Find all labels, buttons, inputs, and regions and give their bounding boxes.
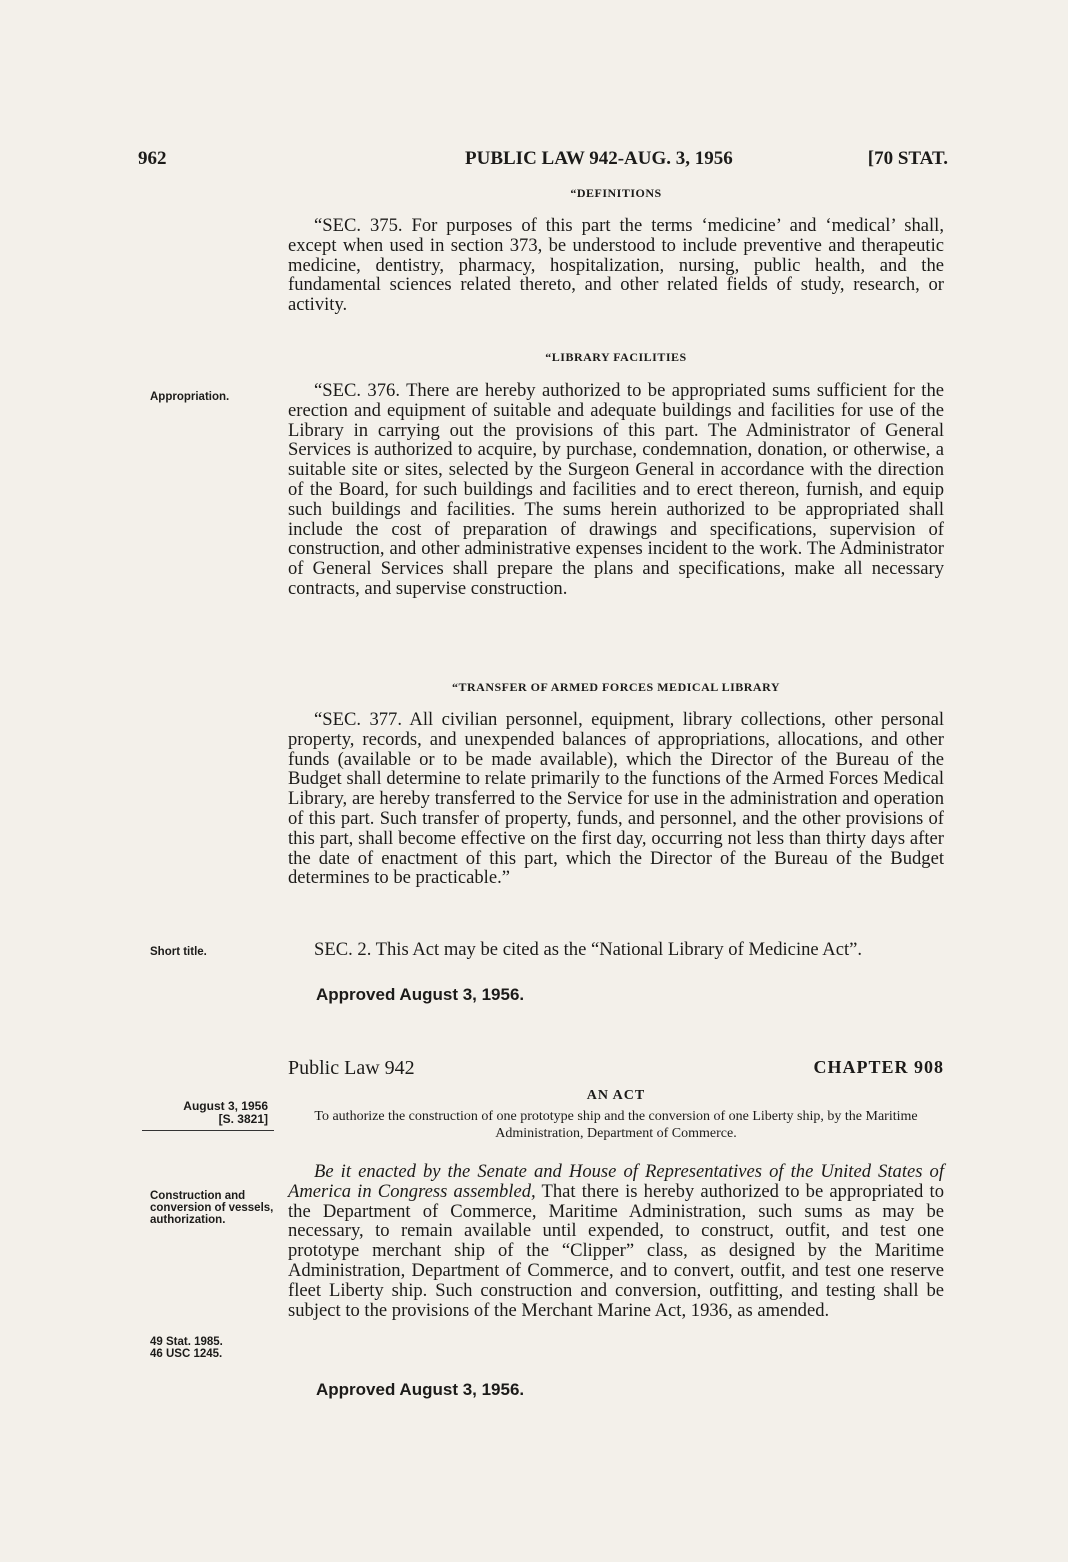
margin-rule <box>142 1130 274 1131</box>
section-377-text: “SEC. 377. All civilian personnel, equipment, library collections, other personal property, records, and unexpended balances of appropriations, allocations, and other funds (available or to be made available), which the Director of the Bureau of the Budget shall determine to relate primarily to the functions of the Armed Forces Medical Library, are hereby transferred to the Service for use in the administration and operation of this part. Such transfer of property, funds, and personnel, and the other provisions of this part, shall become effective on the first day, occurring not less than thirty days after the date of enactment of this part, which the Director of the Bureau of the Budget determines to be practicable.” <box>288 709 944 889</box>
volume-reference: [70 STAT. <box>867 148 948 169</box>
citation-stat: 49 Stat. 1985. <box>150 1336 223 1348</box>
public-law-number: Public Law 942 <box>288 1057 415 1079</box>
date-block <box>150 1100 268 1126</box>
date-line: August 3, 1956 <box>183 1099 268 1113</box>
section-376 <box>288 381 944 599</box>
section-375-text: “SEC. 375. For purposes of this part the terms ‘medicine’ and ‘medical’ shall, except when used in section 373, be understood to include preventive and therapeutic medicine, dentistry, pharmacy, hospitalization, nursing, public health, and the fundamental sciences related thereto, and other related fields of study, research, or activity. <box>288 215 944 316</box>
margin-short-title: Short title. <box>150 946 207 958</box>
page-header <box>138 148 948 178</box>
margin-construction: Construction and conversion of vessels, authorization. <box>150 1190 274 1226</box>
public-law-line <box>288 1057 944 1083</box>
enacting-paragraph <box>288 1162 944 1320</box>
section-377 <box>288 710 944 888</box>
enacting-clause <box>288 1162 944 1320</box>
enacting-italic: Be it enacted by the Senate and House of Representatives of the United States of America in Congress assembled, <box>288 1161 944 1202</box>
bill-number: [S. 3821] <box>218 1112 268 1126</box>
transfer-heading: “TRANSFER OF ARMED FORCES MEDICAL LIBRARY <box>452 680 780 694</box>
section-2 <box>288 940 944 960</box>
margin-citations <box>150 1336 276 1360</box>
approved-date-1: Approved August 3, 1956. <box>316 985 525 1004</box>
definitions-heading: “DEFINITIONS <box>570 186 662 200</box>
citation-usc: 46 USC 1245. <box>150 1348 223 1360</box>
approved-date-2: Approved August 3, 1956. <box>316 1380 525 1399</box>
running-title: PUBLIC LAW 942-AUG. 3, 1956 <box>465 148 733 169</box>
act-purpose: To authorize the construction of one prototype ship and the conversion of one Liberty ship, by the Maritime Administration, Department of Commerce. <box>314 1109 918 1141</box>
page-number: 962 <box>138 148 167 169</box>
enacting-text: That there is hereby authorized to be appropriated to the Department of Commerce, Maritime Administration, such sums as may be necessary, to remain available until expended, to construct, outfit, and test one prototype merchant ship of the “Clipper” class, as designed by the Maritime Administration, Department of Commerce, and to convert, outfit, and test one reserve fleet Liberty ship. Such construction and conversion, outfitting, and testing shall be subject to the provisions of the Merchant Marine Act, 1936, as amended. <box>288 1180 944 1321</box>
an-act-heading: AN ACT <box>586 1088 646 1103</box>
section-375 <box>288 216 944 315</box>
library-heading: “LIBRARY FACILITIES <box>545 350 687 364</box>
chapter-number: CHAPTER 908 <box>813 1057 944 1077</box>
margin-appropriation: Appropriation. <box>150 391 230 403</box>
section-2-text: SEC. 2. This Act may be cited as the “National Library of Medicine Act”. <box>314 939 863 960</box>
section-376-text: “SEC. 376. There are hereby authorized to be appropriated sums sufficient for the erection and equipment of suitable and adequate buildings and facilities for use of the Library in carrying out the provisions of this part. The Administrator of General Services is authorized to acquire, by purchase, condemnation, donation, or otherwise, a suitable site or sites, selected by the Surgeon General in accordance with the direction of the Board, for such buildings and facilities and to erect thereon, furnish, and equip such buildings and facilities. The sums herein authorized to be appropriated shall include the cost of preparation of drawings and specifications, supervision of construction, and other administrative expenses incident to the work. The Administrator of General Services shall prepare the plans and specifications, make all necessary contracts, and supervise construction. <box>288 380 944 599</box>
